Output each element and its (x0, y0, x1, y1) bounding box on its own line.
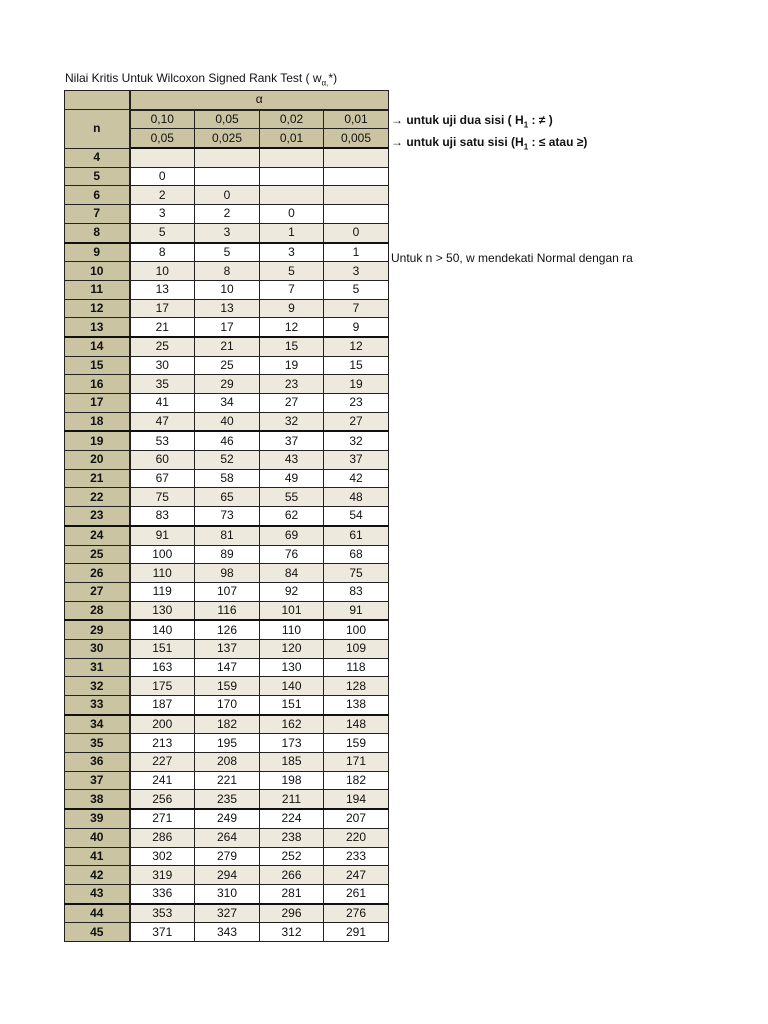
critical-value-cell: 10 (130, 262, 195, 281)
n-cell: 19 (65, 431, 130, 450)
n-cell: 43 (65, 884, 130, 903)
critical-value-cell: 130 (130, 601, 195, 620)
critical-value-cell: 291 (324, 923, 389, 942)
n-cell: 35 (65, 734, 130, 753)
critical-value-cell: 261 (324, 884, 389, 903)
critical-value-cell: 1 (260, 223, 324, 242)
critical-value-cell: 163 (130, 658, 195, 677)
n-cell: 38 (65, 790, 130, 809)
critical-value-cell: 100 (130, 545, 195, 564)
critical-value-cell: 41 (130, 394, 195, 413)
critical-value-cell: 5 (130, 223, 195, 242)
table-row (65, 790, 389, 809)
n-cell: 25 (65, 545, 130, 564)
critical-value-cell: 235 (195, 790, 260, 809)
critical-value-cell: 29 (195, 375, 260, 394)
critical-value-cell: 319 (130, 866, 195, 885)
critical-value-cell: 266 (260, 866, 324, 885)
critical-value-cell: 241 (130, 771, 195, 790)
two-sided-alpha-cell: 0,10 (130, 110, 195, 129)
critical-value-cell: 208 (195, 753, 260, 772)
two-sided-note (391, 113, 553, 130)
n-cell: 8 (65, 223, 130, 242)
critical-value-cell (130, 148, 195, 167)
n-cell: 5 (65, 167, 130, 186)
critical-value-cell: 310 (195, 884, 260, 903)
critical-value-cell (324, 205, 389, 224)
table-row (65, 262, 389, 281)
critical-value-cell: 0 (195, 186, 260, 205)
n-cell: 24 (65, 526, 130, 545)
n-cell: 39 (65, 809, 130, 828)
critical-value-cell: 271 (130, 809, 195, 828)
critical-value-cell: 46 (195, 431, 260, 450)
critical-value-cell: 15 (260, 337, 324, 356)
critical-value-cell: 32 (324, 431, 389, 450)
critical-value-cell: 187 (130, 696, 195, 715)
table-row (65, 677, 389, 696)
table-row (65, 658, 389, 677)
critical-value-cell: 61 (324, 526, 389, 545)
table-row (65, 394, 389, 413)
critical-value-cell: 256 (130, 790, 195, 809)
critical-value-cell: 109 (324, 639, 389, 658)
table-title (65, 71, 338, 88)
critical-value-cell: 296 (260, 904, 324, 923)
table-row (65, 904, 389, 923)
two-sided-note-sub: 1 (523, 120, 529, 130)
critical-value-cell: 92 (260, 582, 324, 601)
table-row (65, 866, 389, 885)
alpha-header: α (130, 91, 389, 110)
critical-value-cell: 23 (260, 375, 324, 394)
critical-value-cell: 53 (130, 431, 195, 450)
table-row (65, 280, 389, 299)
two-sided-note-suffix: : ≠ ) (528, 113, 553, 127)
n-cell: 36 (65, 753, 130, 772)
critical-value-cell: 3 (324, 262, 389, 281)
critical-value-cell: 91 (130, 526, 195, 545)
n-cell: 6 (65, 186, 130, 205)
table-row (65, 828, 389, 847)
critical-value-cell: 276 (324, 904, 389, 923)
critical-value-cell: 3 (195, 223, 260, 242)
critical-value-cell: 13 (130, 280, 195, 299)
one-sided-alpha-cell: 0,01 (260, 129, 324, 148)
critical-value-cell: 116 (195, 601, 260, 620)
n-cell: 32 (65, 677, 130, 696)
critical-value-cell: 8 (130, 243, 195, 262)
critical-value-cell: 101 (260, 601, 324, 620)
n-cell: 42 (65, 866, 130, 885)
critical-value-cell: 302 (130, 847, 195, 866)
critical-value-cell: 5 (195, 243, 260, 262)
critical-value-cell (195, 148, 260, 167)
critical-value-cell: 75 (130, 488, 195, 507)
critical-value-cell: 198 (260, 771, 324, 790)
critical-value-cell: 5 (260, 262, 324, 281)
critical-value-cell: 83 (130, 507, 195, 526)
table-row (65, 223, 389, 242)
critical-value-cell: 84 (260, 564, 324, 583)
critical-value-cell: 25 (195, 356, 260, 375)
n-cell: 30 (65, 639, 130, 658)
n-cell: 29 (65, 620, 130, 639)
critical-value-cell: 247 (324, 866, 389, 885)
critical-value-cell: 353 (130, 904, 195, 923)
critical-value-cell: 89 (195, 545, 260, 564)
critical-value-cell: 8 (195, 262, 260, 281)
critical-value-cell: 249 (195, 809, 260, 828)
critical-value-cell: 10 (195, 280, 260, 299)
critical-value-cell: 2 (130, 186, 195, 205)
header-blank-cell (65, 91, 130, 110)
critical-value-cell: 19 (260, 356, 324, 375)
n-cell: 13 (65, 318, 130, 337)
critical-values-table (64, 90, 389, 942)
critical-value-cell: 58 (195, 469, 260, 488)
table-row (65, 847, 389, 866)
table-row (65, 148, 389, 167)
critical-value-cell: 30 (130, 356, 195, 375)
critical-value-cell (324, 148, 389, 167)
critical-value-cell: 175 (130, 677, 195, 696)
critical-value-cell: 75 (324, 564, 389, 583)
critical-value-cell: 9 (324, 318, 389, 337)
critical-value-cell: 371 (130, 923, 195, 942)
critical-value-cell: 98 (195, 564, 260, 583)
critical-value-cell: 195 (195, 734, 260, 753)
critical-value-cell: 171 (324, 753, 389, 772)
critical-value-cell: 220 (324, 828, 389, 847)
n-cell: 37 (65, 771, 130, 790)
critical-value-cell (260, 167, 324, 186)
critical-value-cell: 3 (260, 243, 324, 262)
critical-value-cell: 49 (260, 469, 324, 488)
critical-value-cell: 148 (324, 715, 389, 734)
critical-value-cell: 40 (195, 412, 260, 431)
critical-value-cell: 0 (324, 223, 389, 242)
n-cell: 4 (65, 148, 130, 167)
critical-value-cell: 2 (195, 205, 260, 224)
critical-value-cell (324, 167, 389, 186)
critical-value-cell: 238 (260, 828, 324, 847)
two-sided-alpha-cell: 0,01 (324, 110, 389, 129)
critical-value-cell: 21 (195, 337, 260, 356)
n-cell: 10 (65, 262, 130, 281)
critical-value-cell: 130 (260, 658, 324, 677)
critical-value-cell: 7 (324, 299, 389, 318)
critical-value-cell: 200 (130, 715, 195, 734)
critical-value-cell: 83 (324, 582, 389, 601)
critical-value-cell: 69 (260, 526, 324, 545)
critical-value-cell: 227 (130, 753, 195, 772)
two-sided-alpha-cell: 0,05 (195, 110, 260, 129)
critical-value-cell: 170 (195, 696, 260, 715)
table-row (65, 431, 389, 450)
critical-value-cell: 73 (195, 507, 260, 526)
critical-value-cell: 286 (130, 828, 195, 847)
critical-value-cell: 42 (324, 469, 389, 488)
critical-value-cell: 140 (260, 677, 324, 696)
one-sided-note-sub: 1 (523, 142, 529, 152)
critical-value-cell: 1 (324, 243, 389, 262)
table-row (65, 753, 389, 772)
n-cell: 15 (65, 356, 130, 375)
critical-value-cell: 207 (324, 809, 389, 828)
critical-value-cell: 76 (260, 545, 324, 564)
n-cell: 41 (65, 847, 130, 866)
critical-value-cell: 147 (195, 658, 260, 677)
table-row (65, 205, 389, 224)
table-row (65, 639, 389, 658)
table-row (65, 167, 389, 186)
critical-value-cell: 264 (195, 828, 260, 847)
critical-value-cell: 37 (324, 451, 389, 470)
n-cell: 11 (65, 280, 130, 299)
table-row (65, 545, 389, 564)
critical-value-cell: 110 (130, 564, 195, 583)
normal-approximation-note: Untuk n > 50, w mendekati Normal dengan ra (391, 251, 633, 265)
critical-value-cell: 159 (195, 677, 260, 696)
critical-value-cell: 7 (260, 280, 324, 299)
critical-value-cell: 213 (130, 734, 195, 753)
critical-value-cell: 138 (324, 696, 389, 715)
n-cell: 7 (65, 205, 130, 224)
critical-value-cell: 182 (195, 715, 260, 734)
critical-value-cell: 68 (324, 545, 389, 564)
table-row (65, 375, 389, 394)
table-row (65, 451, 389, 470)
critical-value-cell: 221 (195, 771, 260, 790)
table-row (65, 318, 389, 337)
critical-value-cell: 25 (130, 337, 195, 356)
critical-value-cell: 48 (324, 488, 389, 507)
critical-value-cell: 162 (260, 715, 324, 734)
critical-value-cell: 182 (324, 771, 389, 790)
n-cell: 28 (65, 601, 130, 620)
table-row (65, 734, 389, 753)
n-cell: 12 (65, 299, 130, 318)
n-cell: 22 (65, 488, 130, 507)
table-row (65, 299, 389, 318)
critical-value-cell: 336 (130, 884, 195, 903)
table-row (65, 564, 389, 583)
critical-value-cell: 35 (130, 375, 195, 394)
n-cell: 18 (65, 412, 130, 431)
critical-value-cell: 327 (195, 904, 260, 923)
table-row (65, 356, 389, 375)
two-sided-alpha-cell: 0,02 (260, 110, 324, 129)
one-sided-note-prefix: → untuk uji satu sisi (H (391, 135, 524, 149)
critical-value-cell: 37 (260, 431, 324, 450)
critical-value-cell: 343 (195, 923, 260, 942)
n-cell: 40 (65, 828, 130, 847)
table-row (65, 771, 389, 790)
critical-value-cell: 12 (324, 337, 389, 356)
critical-value-cell: 151 (130, 639, 195, 658)
critical-value-cell: 119 (130, 582, 195, 601)
critical-value-cell: 128 (324, 677, 389, 696)
critical-value-cell (324, 186, 389, 205)
table-row (65, 507, 389, 526)
n-cell: 45 (65, 923, 130, 942)
critical-value-cell: 21 (130, 318, 195, 337)
table-row (65, 469, 389, 488)
critical-value-cell: 91 (324, 601, 389, 620)
critical-value-cell: 52 (195, 451, 260, 470)
critical-value-cell: 23 (324, 394, 389, 413)
one-sided-note-suffix: : ≤ atau ≥) (528, 135, 588, 149)
n-header: n (65, 110, 130, 148)
n-cell: 21 (65, 469, 130, 488)
critical-value-cell: 81 (195, 526, 260, 545)
critical-value-cell: 110 (260, 620, 324, 639)
table-row (65, 186, 389, 205)
table-row (65, 412, 389, 431)
n-cell: 23 (65, 507, 130, 526)
n-cell: 9 (65, 243, 130, 262)
critical-value-cell: 126 (195, 620, 260, 639)
critical-value-cell: 312 (260, 923, 324, 942)
critical-value-cell: 47 (130, 412, 195, 431)
one-sided-alpha-cell: 0,025 (195, 129, 260, 148)
critical-value-cell: 27 (324, 412, 389, 431)
one-sided-alpha-cell: 0,005 (324, 129, 389, 148)
one-sided-note (391, 135, 588, 152)
n-cell: 16 (65, 375, 130, 394)
n-cell: 44 (65, 904, 130, 923)
critical-value-cell: 252 (260, 847, 324, 866)
critical-value-cell (260, 148, 324, 167)
critical-value-cell: 107 (195, 582, 260, 601)
critical-value-cell: 67 (130, 469, 195, 488)
critical-value-cell: 55 (260, 488, 324, 507)
critical-value-cell: 15 (324, 356, 389, 375)
n-cell: 26 (65, 564, 130, 583)
title-suffix: *) (328, 71, 338, 85)
critical-value-cell: 0 (260, 205, 324, 224)
critical-value-cell: 3 (130, 205, 195, 224)
table-row (65, 715, 389, 734)
critical-value-cell: 12 (260, 318, 324, 337)
critical-value-cell: 173 (260, 734, 324, 753)
table-row (65, 243, 389, 262)
critical-value-cell: 194 (324, 790, 389, 809)
critical-value-cell: 17 (195, 318, 260, 337)
table-row (65, 620, 389, 639)
critical-value-cell: 43 (260, 451, 324, 470)
critical-value-cell: 281 (260, 884, 324, 903)
critical-value-cell: 279 (195, 847, 260, 866)
critical-value-cell: 9 (260, 299, 324, 318)
critical-value-cell (195, 167, 260, 186)
table-row (65, 884, 389, 903)
critical-value-cell: 233 (324, 847, 389, 866)
n-cell: 34 (65, 715, 130, 734)
table-row (65, 809, 389, 828)
critical-value-cell: 5 (324, 280, 389, 299)
one-sided-alpha-cell: 0,05 (130, 129, 195, 148)
critical-value-cell: 60 (130, 451, 195, 470)
critical-value-cell: 34 (195, 394, 260, 413)
critical-value-cell: 54 (324, 507, 389, 526)
critical-value-cell: 159 (324, 734, 389, 753)
critical-value-cell: 120 (260, 639, 324, 658)
critical-value-cell: 13 (195, 299, 260, 318)
table-row (65, 526, 389, 545)
table-row (65, 582, 389, 601)
title-prefix: Nilai Kritis Untuk Wilcoxon Signed Rank Test ( w (65, 71, 322, 85)
title-subscript: α, (321, 78, 329, 88)
critical-value-cell: 137 (195, 639, 260, 658)
critical-value-cell: 32 (260, 412, 324, 431)
n-cell: 31 (65, 658, 130, 677)
n-cell: 17 (65, 394, 130, 413)
table-row (65, 337, 389, 356)
n-cell: 27 (65, 582, 130, 601)
critical-value-cell: 100 (324, 620, 389, 639)
table-row (65, 488, 389, 507)
critical-value-cell: 19 (324, 375, 389, 394)
n-cell: 20 (65, 451, 130, 470)
critical-value-cell (260, 186, 324, 205)
critical-value-cell: 224 (260, 809, 324, 828)
critical-value-cell: 140 (130, 620, 195, 639)
two-sided-note-prefix: → untuk uji dua sisi ( H (391, 113, 524, 127)
n-cell: 14 (65, 337, 130, 356)
critical-value-cell: 62 (260, 507, 324, 526)
n-cell: 33 (65, 696, 130, 715)
critical-value-cell: 0 (130, 167, 195, 186)
critical-value-cell: 118 (324, 658, 389, 677)
critical-value-cell: 151 (260, 696, 324, 715)
table-row (65, 923, 389, 942)
critical-value-cell: 17 (130, 299, 195, 318)
critical-value-cell: 294 (195, 866, 260, 885)
critical-value-cell: 185 (260, 753, 324, 772)
table-row (65, 601, 389, 620)
critical-value-cell: 65 (195, 488, 260, 507)
table-row (65, 696, 389, 715)
critical-value-cell: 211 (260, 790, 324, 809)
critical-value-cell: 27 (260, 394, 324, 413)
